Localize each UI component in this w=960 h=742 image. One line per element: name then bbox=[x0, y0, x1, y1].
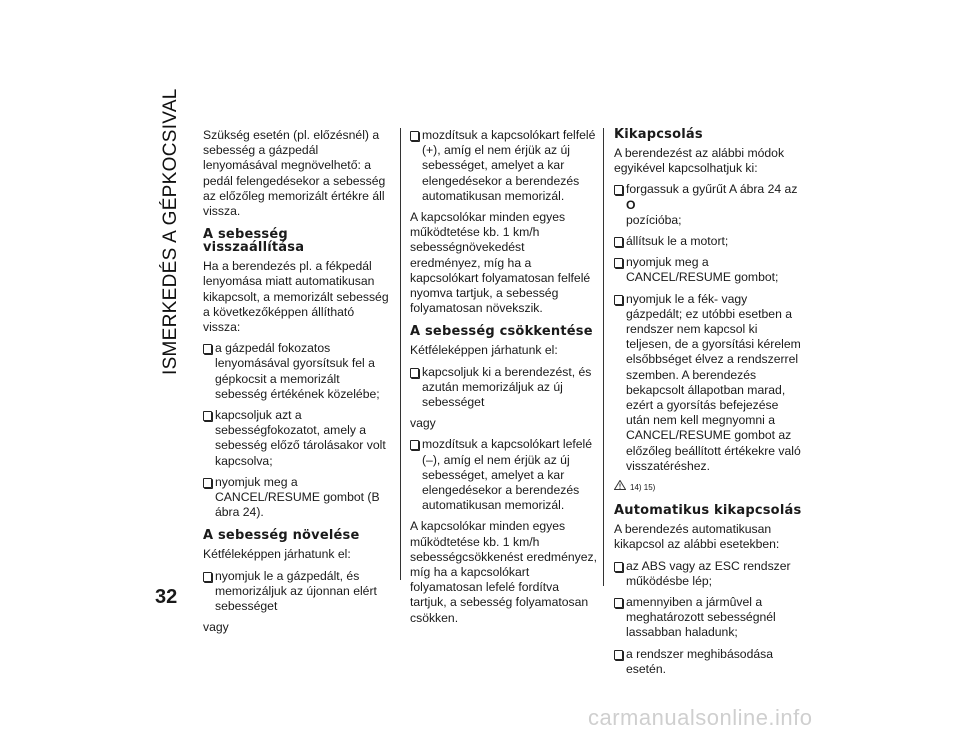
heading-decrease: A sebesség csökkentése bbox=[410, 324, 593, 340]
list-item: kapcsoljuk azt a sebességfokozatot, amely a sebesség előző tárolásakor volt kapcsolva; bbox=[203, 408, 391, 469]
column-divider bbox=[400, 128, 401, 580]
list-item: kapcsoljuk ki a berendezést, és azután memorizáljuk az új sebességet bbox=[410, 365, 598, 411]
paragraph-or: vagy bbox=[410, 416, 436, 431]
checkbox-bullet-icon bbox=[614, 562, 623, 572]
checkbox-bullet-icon bbox=[614, 185, 623, 195]
column-1 bbox=[203, 128, 391, 641]
checkbox-bullet-icon bbox=[614, 295, 623, 305]
list-item: a gázpedál fokozatos lenyomásával gyorsítsuk fel a gépkocsit a memorizált sebesség értékének közelébe; bbox=[203, 341, 391, 402]
checkbox-bullet-icon bbox=[410, 368, 419, 378]
note-references: 14) 15) bbox=[630, 483, 656, 493]
list-item: nyomjuk meg a CANCEL/RESUME gombot; bbox=[614, 255, 802, 285]
checkbox-bullet-icon bbox=[203, 344, 212, 354]
paragraph: Szükség esetén (pl. előzésnél) a sebesség a gázpedál lenyomásával megnövelhető: a pedál felengedésekor a sebesség az előzőleg memorizált értékre áll vissza. bbox=[203, 128, 386, 219]
paragraph: Kétféleképpen járhatunk el: bbox=[410, 343, 558, 358]
checkbox-bullet-icon bbox=[410, 131, 419, 141]
list-item: nyomjuk le a gázpedált, és memorizáljuk az újonnan elért sebességet bbox=[203, 569, 391, 615]
paragraph: Kétféleképpen járhatunk el: bbox=[203, 547, 351, 562]
paragraph: A berendezés automatikusan kikapcsol az alábbi esetekben: bbox=[614, 522, 780, 552]
column-divider bbox=[603, 128, 604, 586]
list-item: a rendszer meghibásodása esetén. bbox=[614, 647, 802, 677]
heading-increase: A sebesség növelése bbox=[203, 528, 360, 544]
checkbox-bullet-icon bbox=[203, 411, 212, 421]
paragraph: A kapcsolókar minden egyes működtetése kb. 1 km/h sebességcsökkenést eredményez, míg ha a kapcsolókart folyamatosan lefelé fordítva tartjuk, a sebesség folyamatosan csökken. bbox=[410, 519, 597, 625]
paragraph: A berendezést az alábbi módok egyikével kapcsolhatjuk ki: bbox=[614, 146, 785, 176]
heading-off: Kikapcsolás bbox=[614, 127, 703, 142]
heading-auto-off: Automatikus kikapcsolás bbox=[614, 503, 802, 519]
list-item: nyomjuk le a fék- vagy gázpedált; ez utóbbi esetben a rendszer nem kapcsol ki teljesen, de a gyorsítási kérelem elsőbbséget élvez a rendszerrel szemben. A berendezés bekapcsolt állapotban marad, ezért a gyorsítás befejezése után nem kell megnyomni a CANCEL/RESUME gombot az előzőleg beállított értékekre való visszatéréshez. bbox=[614, 292, 802, 474]
checkbox-bullet-icon bbox=[203, 478, 212, 488]
checkbox-bullet-icon bbox=[410, 440, 419, 450]
checkbox-bullet-icon bbox=[614, 598, 623, 608]
paragraph: A kapcsolókar minden egyes működtetése kb. 1 km/h sebességnövekedést eredményez, míg ha a kapcsolókart folyamatosan felfelé nyomva tartjuk, a sebesség folyamatosan növekszik. bbox=[410, 210, 591, 316]
list-item: mozdítsuk a kapcsolókart lefelé (–), amíg el nem érjük az új sebességet, amelyet a kar elengedésekor a berendezés automatikusan memorizál. bbox=[410, 437, 598, 513]
list-item: mozdítsuk a kapcsolókart felfelé (+), amíg el nem érjük az új sebességet, amelyet a kar elengedésekor a berendezés automatikusan memorizál. bbox=[410, 128, 598, 204]
paragraph-or: vagy bbox=[203, 620, 229, 635]
warning-note bbox=[614, 480, 802, 495]
page-number: 32 bbox=[155, 586, 178, 608]
column-3 bbox=[614, 128, 802, 683]
list-item: az ABS vagy az ESC rendszer működésbe lép; bbox=[614, 559, 802, 589]
checkbox-bullet-icon bbox=[614, 237, 623, 247]
paragraph: Ha a berendezés pl. a fékpedál lenyomása miatt automatikusan kikapcsolt, a memorizált sebesség a következőképpen állítható vissza: bbox=[203, 259, 389, 335]
side-section-title-text: ISMERKEDÉS A GÉPKOCSIVAL bbox=[160, 88, 181, 375]
side-section-title bbox=[158, 88, 188, 380]
warning-triangle-icon bbox=[614, 480, 626, 490]
watermark: carmanualsonline.info bbox=[588, 705, 813, 730]
list-item: amennyiben a jármûvel a meghatározott sebességnél lassabban haladunk; bbox=[614, 595, 802, 641]
checkbox-bullet-icon bbox=[203, 572, 212, 582]
column-2 bbox=[410, 128, 598, 632]
heading-restore: A sebesség visszaállítása bbox=[203, 227, 305, 256]
list-item: forgassuk a gyűrűt A ábra 24 az O pozícióba; bbox=[614, 182, 802, 228]
checkbox-bullet-icon bbox=[614, 650, 623, 660]
checkbox-bullet-icon bbox=[614, 258, 623, 268]
list-item: nyomjuk meg a CANCEL/RESUME gombot (B ábra 24). bbox=[203, 475, 391, 521]
list-item: állítsuk le a motort; bbox=[614, 234, 802, 249]
